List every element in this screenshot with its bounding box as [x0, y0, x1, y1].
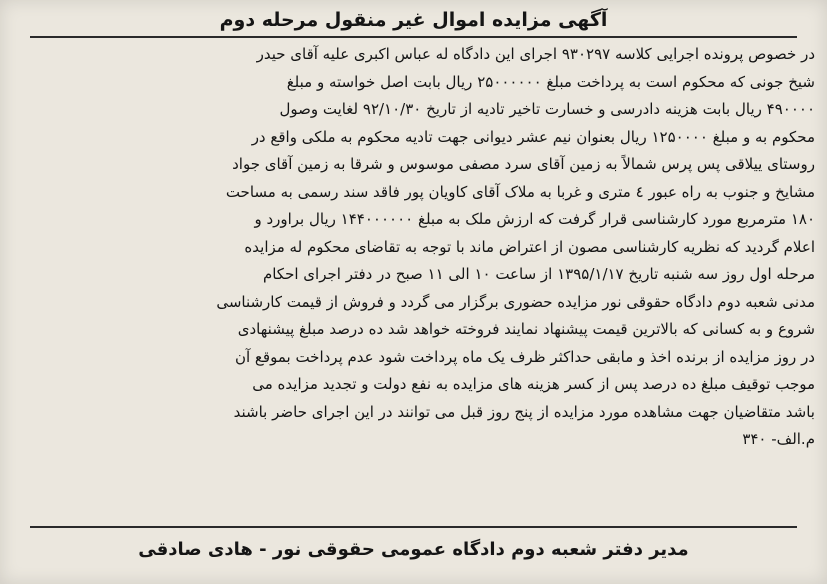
bottom-divider	[30, 526, 797, 528]
notice-title: آگهی مزایده اموال غیر منقول مرحله دوم	[219, 9, 608, 31]
body-line: شروع و به کسانی که بالاترین قیمت پیشنهاد نمایند فروخته خواهد شد ده درصد مبلغ پیشنهادی	[237, 320, 815, 338]
signature-line: مدیر دفتر شعبه دوم دادگاه عمومی حقوقی نور - هادی صادقی	[138, 539, 689, 560]
reference-number: م.الف- ۳۴۰	[742, 430, 815, 448]
notice-body	[15, 41, 815, 454]
body-line: روستای ییلاقی پس پرس شمالاً به زمین آقای سرد مصفی موسوس و شرقا به زمین آقای جواد	[232, 155, 815, 173]
body-line: در خصوص پرونده اجرایی کلاسه ۹۳۰۲۹۷ اجرای این دادگاه له عباس اکبری علیه آقای حیدر	[256, 45, 815, 63]
body-line: ۴۹۰۰۰۰ ریال بابت هزینه دادرسی و خسارت تاخیر تادیه از تاریخ ۹۲/۱۰/۳۰ لغایت وصول	[279, 100, 815, 118]
body-line: موجب توقیف مبلغ ده درصد پس از کسر هزینه های مزایده به نفع دولت و تجدید مزایده می	[252, 375, 815, 393]
body-line: اعلام گردید که نظریه کارشناسی مصون از اعتراض ماند با توجه به تقاضای محکوم له مزایده	[244, 237, 815, 256]
body-line: مرحله اول روز سه شنبه تاریخ ۱۳۹۵/۱/۱۷ از ساعت ۱۰ الی ۱۱ صبح در دفتر اجرای احکام	[262, 265, 815, 283]
body-line: ۱۸۰ مترمربع مورد کارشناسی قرار گرفت که ارزش ملک به مبلغ ۱۴۴۰۰۰۰۰۰ ریال براورد و	[254, 210, 815, 228]
body-line: در روز مزایده از برنده اخذ و مابقی حداکثر ظرف یک ماه پرداخت شود عدم پرداخت بموقع آن	[234, 347, 815, 366]
body-line: مدنی شعبه دوم دادگاه حقوقی نور مزایده حضوری برگزار می گردد و فروش از قیمت کارشناسی	[216, 292, 815, 311]
body-line: مشایخ و جنوب به راه عبور ٤ متری و غربا به ملاک آقای کاویان پور فاقد سند رسمی به مساحت	[225, 182, 815, 201]
body-line: محکوم به و مبلغ ۱۲۵۰۰۰۰ ریال بعنوان نیم عشر دیوانی جهت تادیه محکوم به ملکی واقع در	[251, 127, 815, 146]
body-line: باشد متقاضیان جهت مشاهده مورد مزایده از پنج روز قبل می توانند در این اجرای حاضر باشند	[233, 402, 815, 421]
body-line: شیخ جونی که محکوم است به پرداخت مبلغ ۲۵۰۰۰۰۰۰ ریال بابت اصل خواسته و مبلغ	[286, 72, 815, 91]
top-divider	[30, 36, 797, 38]
